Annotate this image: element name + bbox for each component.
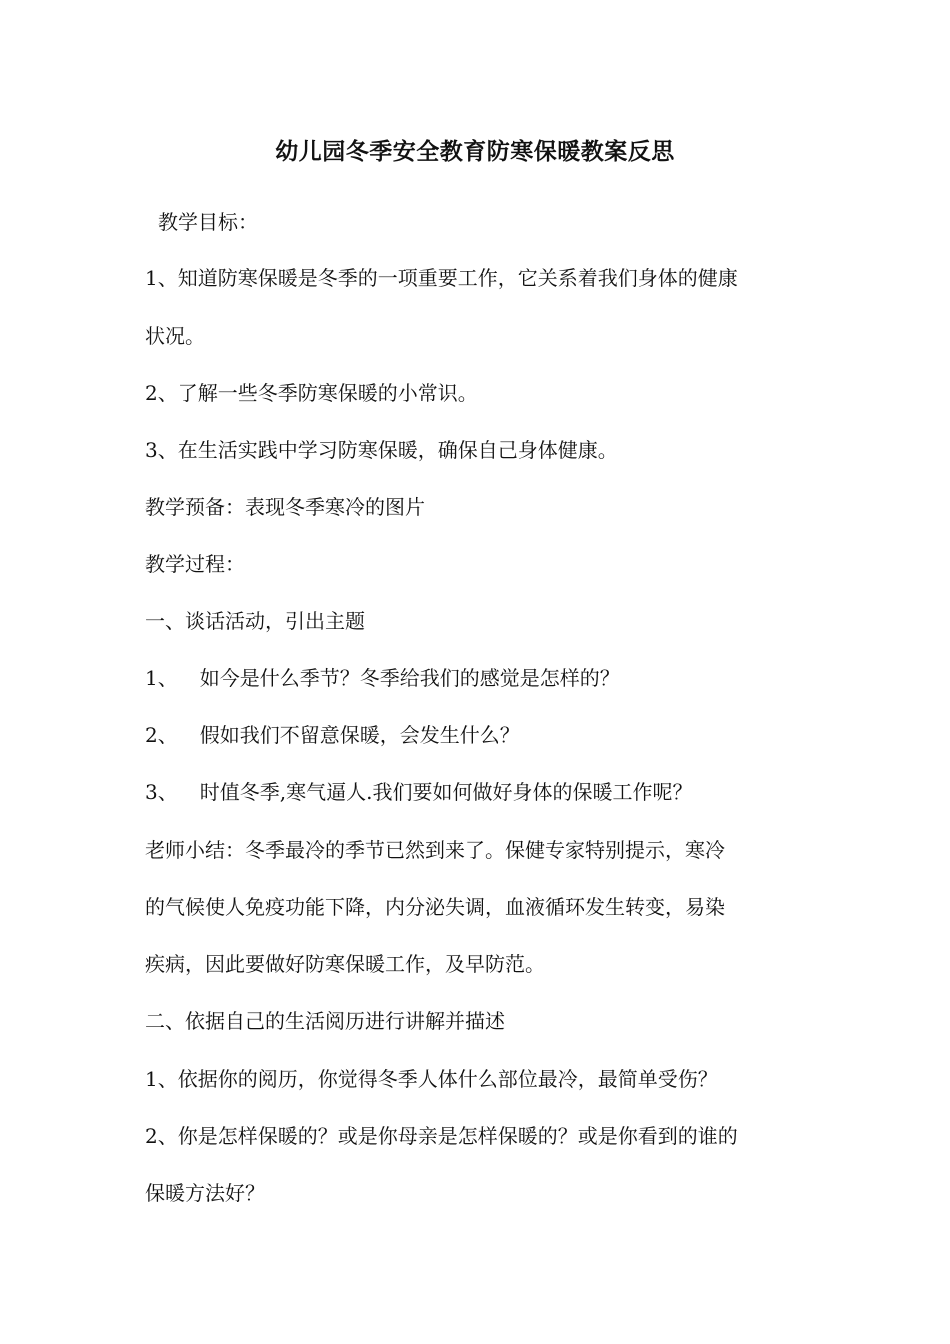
paragraph-line: 老师小结：冬季最冷的季节已然到来了。保健专家特别提示，寒冷 [145,838,725,862]
section-heading-goals: 教学目标： [158,210,258,234]
section-heading-one: 一、谈话活动，引出主题 [145,609,365,633]
list-item-text: 时值冬季,寒气逼人.我们要如何做好身体的保暖工作呢？ [199,780,693,804]
section-heading-process: 教学过程： [145,552,245,576]
list-marker: 1、 [145,666,178,690]
paragraph-line: 1、依据你的阅历，你觉得冬季人体什么部位最冷，最简单受伤？ [145,1067,718,1091]
list-item [145,663,815,693]
paragraph-line: 2、了解一些冬季防寒保暖的小常识。 [145,381,478,405]
paragraph-line: 2、你是怎样保暖的？或是你母亲是怎样保暖的？或是你看到的谁的 [145,1124,738,1148]
section-heading-two: 二、依据自己的生活阅历进行讲解并描述 [145,1009,505,1033]
list-marker: 2、 [145,723,178,747]
page-title: 幼儿园冬季安全教育防寒保暖教案反思 [275,138,675,165]
paragraph-line: 1、知道防寒保暖是冬季的一项重要工作，它关系着我们身体的健康 [145,266,738,290]
list-item [145,777,815,807]
list-item-text: 如今是什么季节？冬季给我们的感觉是怎样的？ [199,666,620,690]
list-marker: 3、 [145,780,178,804]
paragraph-line: 状况。 [145,324,205,348]
list-item [145,720,815,750]
paragraph-line: 的气候使人免疫功能下降，内分泌失调，血液循环发生转变，易染 [145,895,725,919]
paragraph-line: 疾病，因此要做好防寒保暖工作，及早防范。 [145,952,545,976]
paragraph-line: 教学预备：表现冬季寒冷的图片 [145,495,425,519]
paragraph-line: 保暖方法好？ [145,1181,265,1205]
list-item-text: 假如我们不留意保暖，会发生什么？ [199,723,520,747]
paragraph-line: 3、在生活实践中学习防寒保暖，确保自己身体健康。 [145,438,618,462]
